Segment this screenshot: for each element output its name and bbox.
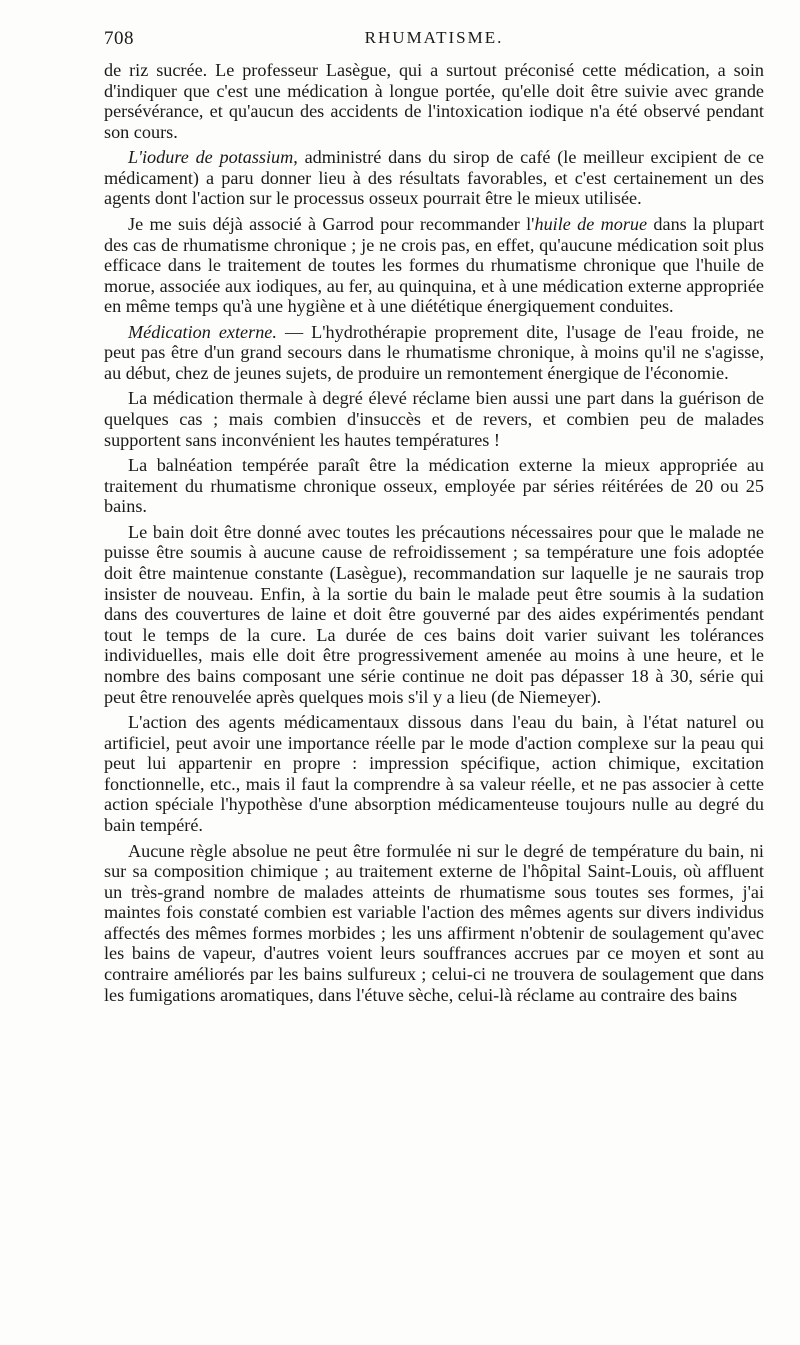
paragraph — [104, 214, 764, 317]
paragraph — [104, 841, 764, 1006]
paragraph-text: Je me suis déjà associé à Garrod pour recommander l' — [128, 213, 535, 234]
body-text — [104, 60, 764, 1005]
paragraph-text: L'action des agents médicamentaux dissous dans l'eau du bain, à l'état naturel ou artificiel, peut avoir une importance réelle par le mode d'action complexe sur la peau qui peut lui appartenir en propre : impression spécifique, action chimique, excitation fonctionnelle, etc., mais il faut la comprendre à sa valeur réelle, et ne pas associer à cette action spéciale l'hypothèse d'une absorption médicamenteuse toujours nulle au degré du bain tempéré. — [104, 712, 764, 836]
page-number: 708 — [104, 28, 134, 49]
paragraph — [104, 60, 764, 142]
paragraph-text: — L'hydrothérapie proprement dite, l'usage de l'eau froide, ne peut pas être d'un grand secours dans le rhumatisme chronique, à moins qu'il ne s'agisse, au début, chez de jeunes sujets, de produire un remontement énergique de l'économie. — [104, 321, 764, 383]
paragraph-text: , administré dans du sirop de café (le meilleur excipient de ce médicament) a paru donner lieu à des résultats favorables, et c'est certainement un des agents dont l'action sur le processus osseux pourrait être le mieux utilisée. — [104, 147, 764, 209]
paragraph-emphasis: huile de morue — [534, 213, 648, 234]
running-title: RHUMATISME. — [364, 28, 504, 47]
paragraph-text: Aucune règle absolue ne peut être formulée ni sur le degré de température du bain, ni sur sa composition chimique ; au traitement externe de l'hôpital Saint-Louis, où affluent un très-grand nombre de malades atteints de rhumatisme sous toutes ses formes, j'ai maintes fois constaté combien est variable l'action des mêmes agents sur divers individus affectés des mêmes formes morbides ; les uns affirment n'obtenir de soulagement qu'avec les bains de vapeur, d'autres voient leurs souffrances accrues par ce moyen et sont au contraire améliorés par les bains sulfureux ; celui-ci ne trouvera de soulagement que dans les fumigations aromatiques, dans l'étuve sèche, celui-là réclame au contraire des bains — [104, 840, 764, 1005]
paragraph-text: Le bain doit être donné avec toutes les précautions nécessaires pour que le malade ne puisse être soumis à aucune cause de refroidissement ; sa température une fois adoptée doit être maintenue constante (Lasègue), recommandation sur laquelle je ne saurais trop insister de nouveau. Enfin, à la sortie du bain le malade peut être soumis à la sudation dans des couvertures de laine et doit être gouverné par des aides expérimentés pendant tout le temps de la cure. La durée de ces bains doit varier suivant les tolérances individuelles, mais elle doit être progressivement amenée au moins à une heure, et le nombre des bains composant une série continue ne doit pas dépasser 18 à 30, série qui peut être renouvelée après quelques mois s'il y a lieu (de Niemeyer). — [104, 521, 764, 707]
paragraph — [104, 388, 764, 450]
paragraph-text: dans la plupart des cas de rhumatisme chronique ; je ne crois pas, en effet, qu'aucune médication soit plus efficace dans le traitement de toutes les formes du rhumatisme chronique que l'huile de morue, associée aux iodiques, au fer, au quinquina, et à une médication externe appropriée en même temps qu'à une hygiène et à une diététique énergiquement conduites. — [104, 213, 764, 317]
paragraph — [104, 522, 764, 707]
paragraph-text: La médication thermale à degré élevé réclame bien aussi une part dans la guérison de quelques cas ; mais combien d'insuccès et de revers, et combien peu de malades supportent sans inconvénient les hautes températures ! — [104, 388, 764, 450]
paragraph — [104, 322, 764, 384]
paragraph-text: de riz sucrée. Le professeur Lasègue, qui a surtout préconisé cette médication, a soin d'indiquer que c'est une médication à longue portée, qu'elle doit être suivie avec grande persévérance, et qu'aucun des accidents de l'intoxication iodique n'a été observé pendant son cours. — [104, 60, 764, 142]
paragraph-lead: Médication externe. — [128, 321, 277, 342]
page-header — [104, 22, 764, 52]
paragraph — [104, 712, 764, 836]
paragraph — [104, 455, 764, 517]
paragraph-text: La balnéation tempérée paraît être la médication externe la mieux appropriée au traitement du rhumatisme chronique osseux, employée par séries réitérées de 20 ou 25 bains. — [104, 455, 764, 517]
paragraph-lead: L'iodure de potassium — [128, 147, 294, 168]
paragraph — [104, 147, 764, 209]
